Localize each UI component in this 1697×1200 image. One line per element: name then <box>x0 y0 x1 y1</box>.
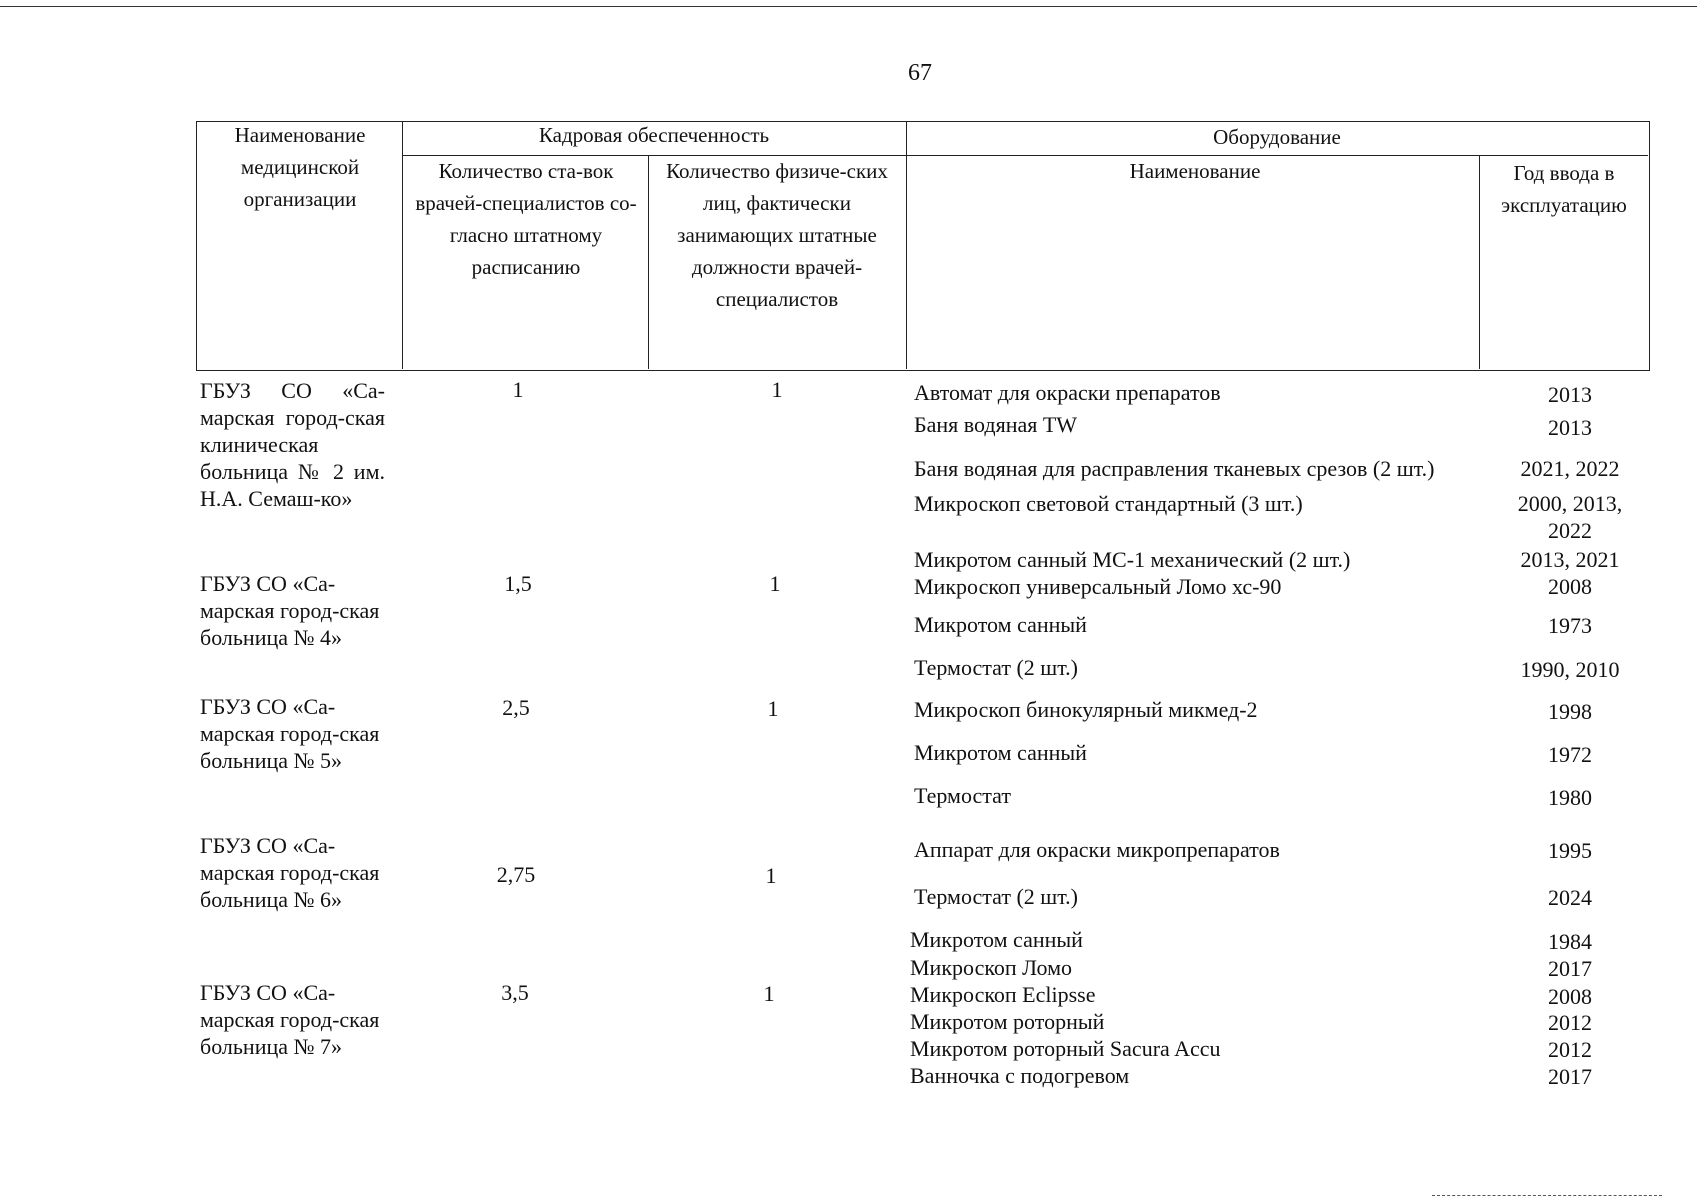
header-equipment: Оборудование <box>1213 125 1341 149</box>
org-persons: 1 <box>771 377 783 402</box>
equipment-year: 2017 <box>1548 956 1592 981</box>
org-name: ГБУЗ СО «Са-марская город-ская больница № 7» <box>200 980 380 1059</box>
equipment-name: Микротом санный <box>914 740 1087 765</box>
org-persons: 1 <box>769 571 781 596</box>
org-name: ГБУЗ СО «Са-марская город-ская больница № 4» <box>200 571 380 650</box>
equipment-name: Термостат (2 шт.) <box>914 884 1079 909</box>
equipment-name: Термостат (2 шт.) <box>914 655 1079 680</box>
equipment-year: 1973 <box>1548 613 1592 638</box>
org-positions: 2,75 <box>496 862 536 887</box>
equipment-name: Микротом роторный Sacura Accu <box>910 1036 1221 1061</box>
equipment-name: Микроскоп универсальный Ломо хс-90 <box>914 574 1282 599</box>
header-divider <box>402 121 403 369</box>
header-org-name: Наименование медицинской организации <box>234 123 366 211</box>
equipment-year: 2000, 2013, 2022 <box>1517 491 1623 543</box>
equipment-year: 2008 <box>1548 574 1592 599</box>
equipment-name: Микротом санный МС-1 механический (2 шт.) <box>914 547 1351 572</box>
header-staff-positions: Количество ста-вок врачей-специалистов со-гласно штатному расписанию <box>415 159 637 279</box>
equipment-year: 1995 <box>1548 838 1592 863</box>
equipment-year: 1984 <box>1548 929 1592 954</box>
bottom-rule <box>1432 1195 1662 1196</box>
org-positions: 1 <box>512 377 524 402</box>
header-equipment-name: Наименование <box>1129 159 1261 183</box>
equipment-year: 1972 <box>1548 742 1592 767</box>
equipment-name: Баня водяная TW <box>914 412 1078 437</box>
equipment-name: Микроскоп Eclipsse <box>910 982 1096 1007</box>
org-positions: 1,5 <box>504 571 532 596</box>
org-persons: 1 <box>767 696 779 721</box>
equipment-year: 1998 <box>1548 699 1592 724</box>
equipment-name: Ванночка с подогревом <box>910 1063 1130 1088</box>
equipment-year: 1980 <box>1548 785 1592 810</box>
header-divider <box>1479 155 1480 369</box>
org-name: ГБУЗ СО «Са-марская город-ская больница № 5» <box>200 694 380 773</box>
equipment-year: 2008 <box>1548 984 1592 1009</box>
equipment-year: 2017 <box>1548 1064 1592 1089</box>
header-divider <box>906 121 907 369</box>
equipment-name: Аппарат для окраски микропрепаратов <box>914 837 1280 862</box>
equipment-year: 2013 <box>1548 382 1592 407</box>
equipment-year: 2024 <box>1548 885 1592 910</box>
equipment-name: Баня водяная для расправления тканевых срезов (2 шт.) <box>914 456 1435 481</box>
header-equipment-year: Год ввода в эксплуатацию <box>1501 161 1627 217</box>
org-name: ГБУЗ СО «Са-марская город-ская больница № 6» <box>200 833 380 912</box>
equipment-year: 2013, 2021 <box>1520 547 1620 572</box>
header-divider <box>648 155 649 369</box>
equipment-name: Автомат для окраски препаратов <box>914 380 1221 405</box>
top-rule <box>0 6 1697 7</box>
equipment-name: Микротом санный <box>910 927 1083 952</box>
equipment-name: Микроскоп Ломо <box>910 955 1073 980</box>
equipment-year: 2021, 2022 <box>1520 456 1620 481</box>
equipment-name: Микротом санный <box>914 612 1087 637</box>
equipment-year: 2012 <box>1548 1037 1592 1062</box>
header-staffing: Кадровая обеспеченность <box>538 123 770 147</box>
org-positions: 2,5 <box>502 695 530 720</box>
equipment-year: 2013 <box>1548 415 1592 440</box>
equipment-name: Микроскоп световой стандартный (3 шт.) <box>914 491 1303 516</box>
org-persons: 1 <box>763 981 775 1006</box>
page-number: 67 <box>908 60 932 86</box>
equipment-year: 2012 <box>1548 1010 1592 1035</box>
org-name: ГБУЗ СО «Са-марская город-ская клиническая больница № 2 им. Н.А. Семаш-ко» <box>200 378 385 511</box>
equipment-name: Термостат <box>914 783 1011 808</box>
equipment-name: Микроскоп бинокулярный микмед-2 <box>914 697 1258 722</box>
header-staff-persons: Количество физиче-ских лиц, фактически занимающих штатные должности врачей-специалистов <box>666 159 888 311</box>
org-positions: 3,5 <box>501 980 529 1005</box>
equipment-year: 1990, 2010 <box>1520 657 1620 682</box>
equipment-name: Микротом роторный <box>910 1009 1105 1034</box>
org-persons: 1 <box>765 863 777 888</box>
